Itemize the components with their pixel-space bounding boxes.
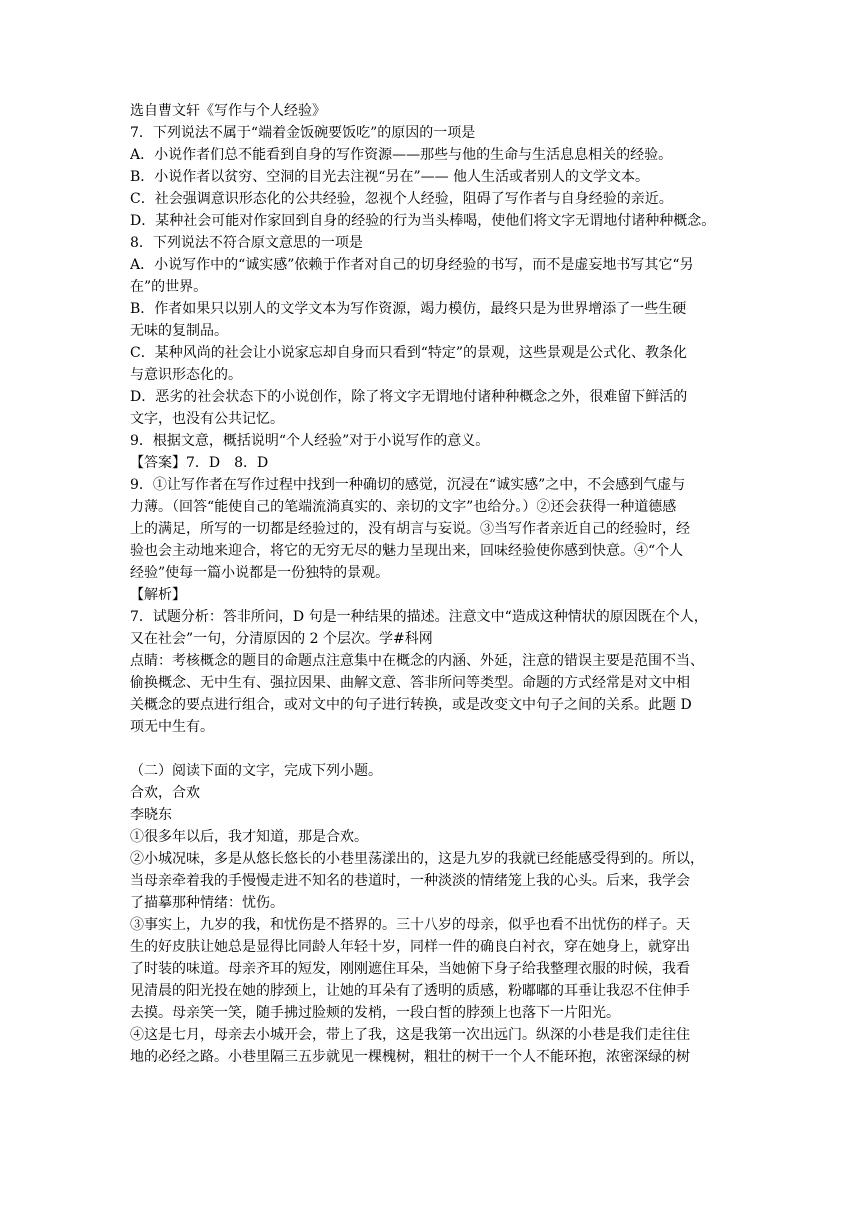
- article-line: 地的必经之路。小巷里隔三五步就见一棵槐树，粗壮的树干一个人不能环抱，浓密深绿的树: [130, 1049, 690, 1065]
- analysis-label: 【解析】: [130, 587, 186, 603]
- question-8-option-d: D．恶劣的社会状态下的小说创作，除了将文字无谓地付诸种种概念之外，很难留下鲜活的: [130, 389, 688, 405]
- article-line: 生的好皮肤让她总是显得比同龄人年轻十岁，同样一件的确良白衬衣，穿在她身上，就穿出: [130, 939, 690, 955]
- analysis-line: 又在社会”一句，分清原因的 2 个层次。学#科网: [130, 631, 433, 647]
- article-line: ②小城况味，多是从悠长悠长的小巷里荡漾出的，这是九岁的我就已经能感受得到的。所以，: [130, 851, 704, 867]
- article-line: 当母亲牵着我的手慢慢走进不知名的巷道时，一种淡淡的情绪笼上我的心头。后来，我学会: [130, 873, 690, 889]
- article-line: ③事实上，九岁的我，和忧伤是不搭界的。三十八岁的母亲，似乎也看不出忧伤的样子。天: [130, 917, 690, 933]
- question-9-stem: 9．根据文意，概括说明“个人经验”对于小说写作的意义。: [130, 433, 490, 449]
- question-8-option-c-cont: 与意识形态化的。: [130, 367, 242, 383]
- answer-q9-line: 经验”使每一篇小说都是一份独特的景观。: [130, 565, 390, 581]
- answer-q9-line: 验也会主动地来迎合，将它的无穷无尽的魅力呈现出来，回味经验使你感到快意。④“个人: [130, 543, 684, 559]
- answer-q9-line: 力薄。（回答“能使自己的笔端流淌真实的、亲切的文字”也给分。）②还会获得一种道德感: [130, 499, 677, 515]
- answer-label: 【答案】7．D 8．D: [130, 455, 269, 471]
- question-7-stem: 7．下列说法不属于“端着金饭碗要饭吃”的原因的一项是: [130, 125, 476, 141]
- question-7-option-b: B．小说作者以贫穷、空洞的目光去注视“另在”—— 他人生活或者别人的文学文本。: [130, 169, 650, 185]
- paragraph-gap: [130, 738, 736, 760]
- article-line: ①很多年以后，我才知道，那是合欢。: [130, 829, 368, 845]
- article-line: 去摸。母亲笑一笑，随手拂过脸颊的发梢，一段白皙的脖颈上也落下一片阳光。: [130, 1005, 620, 1021]
- question-8-option-c: C．某种风尚的社会让小说家忘却自身而只看到“特定”的景观，这些景观是公式化、教条化: [130, 345, 688, 361]
- article-line: ④这是七月，母亲去小城开会，带上了我，这是我第一次出远门。纵深的小巷是我们走往住: [130, 1027, 690, 1043]
- section-intro: （二）阅读下面的文字，完成下列小题。: [130, 763, 382, 779]
- analysis-line: 偷换概念、无中生有、强拉因果、曲解文意、答非所问等类型。命题的方式经常是对文中相: [130, 675, 690, 691]
- article-line: 了时装的味道。母亲齐耳的短发，刚刚遮住耳朵，当她俯下身子给我整理衣服的时候，我看: [130, 961, 690, 977]
- analysis-line: 关概念的要点进行组合，或对文中的句子进行转换，或是改变文中句子之间的关系。此题 D: [130, 697, 692, 713]
- question-8-option-a: A．小说写作中的“诚实感”依赖于作者对自己的切身经验的书写，而不是虚妄地书写其它“另: [130, 257, 694, 273]
- question-7-option-c: C．社会强调意识形态化的公共经验，忽视个人经验，阻碍了写作者与自身经验的亲近。: [130, 191, 673, 207]
- question-8-option-a-cont: 在”的世界。: [130, 279, 208, 295]
- analysis-line: 点睛：考核概念的题目的命题点注意集中在概念的内涵、外延，注意的错误主要是范围不当、: [130, 653, 704, 669]
- answer-q9-line: 上的满足，所写的一切都是经验过的，没有胡言与妄说。③当写作者亲近自己的经验时，经: [130, 521, 690, 537]
- article-line: 见清晨的阳光投在她的脖颈上，让她的耳朵有了透明的质感，粉嘟嘟的耳垂让我忍不住伸手: [130, 983, 690, 999]
- article-title: 合欢，合欢: [130, 785, 200, 801]
- article-line: 了描摹那种情绪：忧伤。: [130, 895, 284, 911]
- document-page: [130, 100, 736, 1068]
- question-7-option-a: A．小说作者们总不能看到自身的写作资源——那些与他的生命与生活息息相关的经验。: [130, 147, 673, 163]
- source-line: 选自曹文轩《写作与个人经验》: [130, 103, 326, 119]
- question-8-option-b-cont: 无味的复制品。: [130, 323, 228, 339]
- analysis-line: 7．试题分析：答非所问，D 句是一种结果的描述。注意文中“造成这种情状的原因既在个人，: [130, 609, 708, 625]
- question-7-option-d: D．某种社会可能对作家回到自身的经验的行为当头棒喝，使他们将文字无谓地付诸种种概念。: [130, 213, 716, 229]
- article-author: 李晓东: [130, 807, 172, 823]
- question-8-option-d-cont: 文字，也没有公共记忆。: [130, 411, 284, 427]
- question-8-option-b: B．作者如果只以别人的文学文本为写作资源，竭力模仿，最终只是为世界增添了一些生硬: [130, 301, 687, 317]
- analysis-line: 项无中生有。: [130, 719, 214, 735]
- answer-q9-line: 9．①让写作者在写作过程中找到一种确切的感觉，沉浸在“诚实感”之中，不会感到气虚与: [130, 477, 686, 493]
- question-8-stem: 8．下列说法不符合原文意思的一项是: [130, 235, 363, 251]
